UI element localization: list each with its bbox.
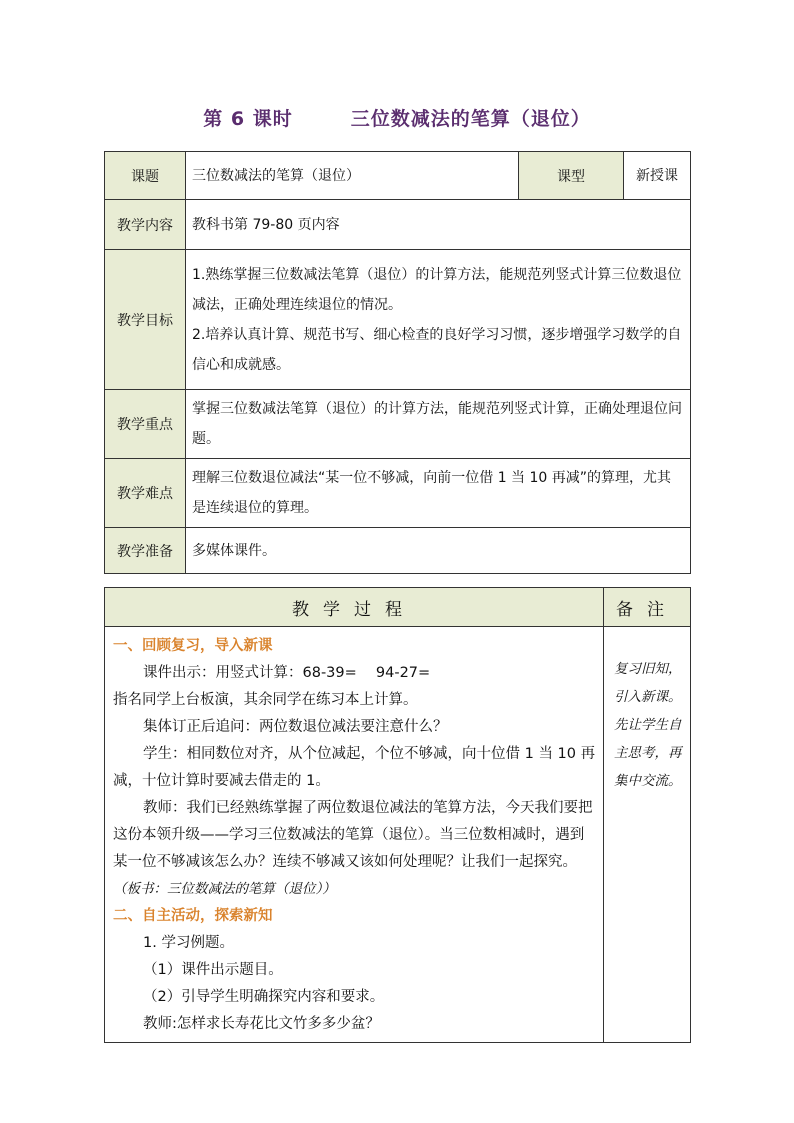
notes-content (604, 627, 691, 1043)
process-line-9: 教师:怎样求长寿花比文竹多多少盆？ (143, 1016, 380, 1032)
content-row (105, 200, 691, 250)
key-value: 掌握三位数减法笔算（退位）的计算方法，能规范列竖式计算，正确处理退位问题。 (186, 390, 691, 459)
topic-label: 课题 (105, 152, 186, 200)
lesson-number: 第 6 课时 (203, 108, 293, 130)
difficulty-label: 教学难点 (105, 459, 186, 528)
notes-header: 备注 (604, 588, 691, 627)
goal-label: 教学目标 (105, 250, 186, 390)
goal-1: 1.熟练掌握三位数减法笔算（退位）的计算方法，能规范列竖式计算三位数退位减法，正确处理连续退位的情况。 (192, 266, 682, 313)
process-line-5 (113, 795, 597, 903)
goal-value (186, 250, 691, 390)
lesson-topic: 三位数减法的笔算（退位） (350, 108, 591, 130)
type-label: 课型 (519, 152, 624, 200)
content-label: 教学内容 (105, 200, 186, 250)
info-table (104, 151, 691, 574)
board-note: （板书：三位数减法的笔算（退位）） (113, 881, 336, 897)
process-header: 教学过程 (105, 588, 604, 627)
topic-value: 三位数减法的笔算（退位） (186, 152, 519, 200)
process-body-row (105, 627, 691, 1043)
key-row (105, 390, 691, 459)
process-content (105, 627, 604, 1043)
notes-text: 复习旧知，引入新课。先让学生自主思考，再集中交流。 (614, 661, 682, 789)
key-label: 教学重点 (105, 390, 186, 459)
goal-2: 2.培养认真计算、规范书写、细心检查的良好学习习惯，逐步增强学习数学的自信心和成就感。 (192, 326, 682, 373)
process-line-6: 1. 学习例题。 (143, 935, 234, 951)
prep-label: 教学准备 (105, 528, 186, 574)
process-line-3: 集体订正后追问：两位数退位减法要注意什么？ (143, 719, 448, 735)
content-value: 教科书第 79-80 页内容 (186, 200, 691, 250)
process-line-4: 学生：相同数位对齐，从个位减起，个位不够减，向十位借 1 当 10 再减，十位计算时要减去借走的 1。 (113, 746, 596, 789)
goal-row (105, 250, 691, 390)
section-1-heading: 一、回顾复习，导入新课 (113, 638, 273, 654)
page-title (0, 104, 794, 131)
process-header-row (105, 588, 691, 627)
difficulty-value: 理解三位数退位减法“某一位不够减，向前一位借 1 当 10 再减”的算理，尤其是连续退位的算理。 (186, 459, 691, 528)
prep-row (105, 528, 691, 574)
process-line-1: 课件出示：用竖式计算：68-39= 94-27= (143, 665, 431, 681)
process-line-8: （2）引导学生明确探究内容和要求。 (143, 989, 385, 1005)
topic-row (105, 152, 691, 200)
teacher-speech: 教师：我们已经熟练掌握了两位数退位减法的笔算方法，今天我们要把这份本领升级——学习三位数减法的笔算（退位）。当三位数相减时，遇到某一位不够减该怎么办？连续不够减又该如何处理呢？让我们一起探究。 (113, 800, 593, 870)
prep-value: 多媒体课件。 (186, 528, 691, 574)
type-value: 新授课 (624, 152, 691, 200)
section-2-heading: 二、自主活动，探索新知 (113, 908, 273, 924)
difficulty-row (105, 459, 691, 528)
process-table (104, 587, 691, 1043)
process-line-7: （1）课件出示题目。 (143, 962, 283, 978)
process-line-2: 指名同学上台板演，其余同学在练习本上计算。 (113, 692, 418, 708)
